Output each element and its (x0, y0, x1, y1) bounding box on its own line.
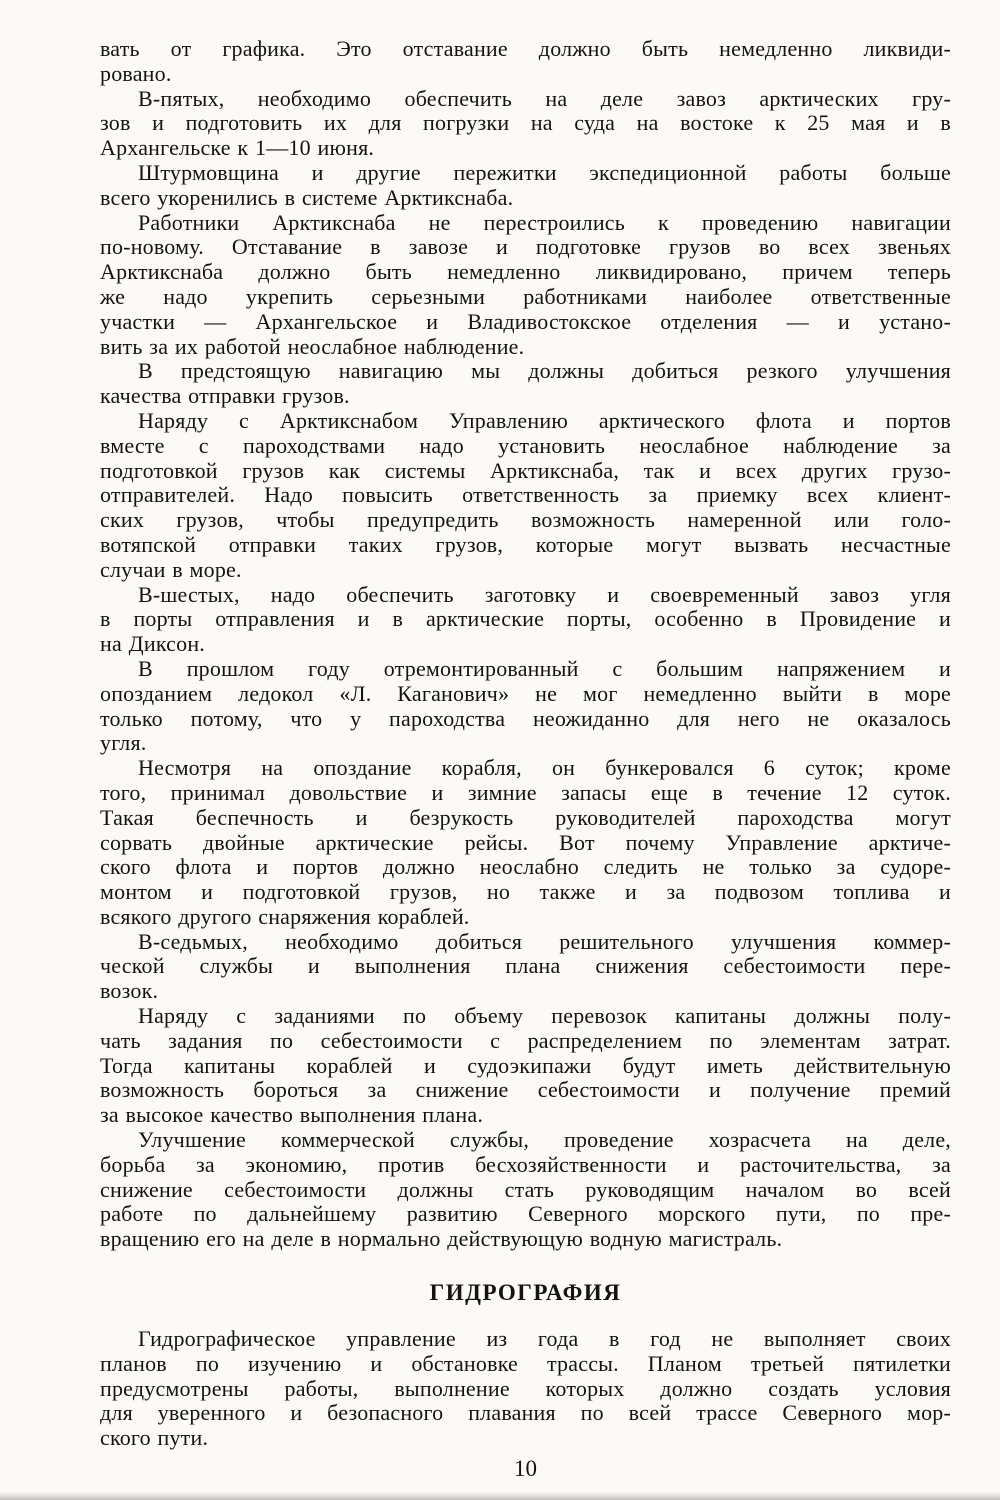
text-line: Наряду с Арктикснабом Управлению арктического флота и портов (138, 407, 951, 433)
text-line: В прошлом году отремонтированный с большим напряжением и (138, 655, 951, 681)
text-line: же надо укрепить серьезными работниками наиболее ответственные (100, 283, 951, 309)
text-line: случаи в море. (100, 556, 242, 582)
text-line: Гидрографическое управление из года в год не выполняет своих (138, 1326, 951, 1352)
text-line: участки — Архангельское и Владивостокское отделения — и устано- (100, 308, 951, 334)
text-line: возможность бороться за снижение себестоимости и получение премий (100, 1077, 951, 1103)
text-line: В-седьмых, необходимо добиться решительного улучшения коммер- (138, 928, 951, 954)
text-line: за высокое качество выполнения плана. (100, 1102, 484, 1128)
text-line: в порты отправления и в арктические порты, особенно в Провидение и (100, 606, 951, 632)
text-line: чать задания по себестоимости с распределением по элементам затрат. (100, 1027, 951, 1053)
section-heading: ГИДРОГРАФИЯ (429, 1280, 622, 1306)
text-line: монтом и подготовкой грузов, но также и за подвозом топлива и (100, 879, 951, 905)
paragraph (100, 37, 951, 87)
text-line: ского пути. (100, 1425, 209, 1451)
body-paragraphs (100, 37, 951, 1252)
text-line: подготовкой грузов как системы Арктикснаба, так и всех других грузо- (100, 457, 951, 483)
text-line: по-новому. Отставание в завозе и подготовке грузов во всех звеньях (100, 234, 951, 260)
paragraph (100, 657, 951, 756)
text-line: ских грузов, чтобы предупредить возможность намеренной или голо- (100, 507, 951, 533)
text-line: на Диксон. (100, 631, 205, 657)
text-line: возок. (100, 978, 159, 1004)
text-line: Штурмовщина и другие пережитки экспедиционной работы больше (138, 159, 951, 185)
text-line: всякого другого снаряжения кораблей. (100, 903, 470, 929)
text-line: В-пятых, необходимо обеспечить на деле завоз арктических гру- (138, 85, 951, 111)
paragraph (100, 756, 951, 930)
paragraph (100, 87, 951, 161)
text-line: опозданием ледокол «Л. Каганович» не мог немедленно выйти в море (100, 680, 951, 706)
text-line: для уверенного и безопасного плавания по всей трассе Северного мор- (100, 1400, 951, 1426)
text-line: вать от графика. Это отставание должно быть немедленно ликвиди- (100, 36, 951, 61)
text-line: вращению его на деле в нормально действующую водную магистраль. (100, 1226, 783, 1252)
text-line: Тогда капитаны кораблей и судоэкипажи будут иметь действительную (100, 1052, 951, 1078)
text-line: снижение себестоимости должны стать руководящим началом во всей (100, 1176, 951, 1202)
text-line: только потому, что у пароходства неожиданно для него не оказалось (100, 705, 951, 731)
text-line: отправителей. Надо повысить ответственность за приемку всех клиент- (100, 482, 951, 508)
paragraph (100, 583, 951, 657)
text-line: зов и подготовить их для погрузки на суда на востоке к 25 мая и в (100, 110, 951, 136)
text-line: работе по дальнейшему развитию Северного морского пути, по пре- (100, 1201, 951, 1227)
text-line: планов по изучению и обстановке трассы. Планом третьей пятилетки (100, 1350, 951, 1376)
text-line: Наряду с заданиями по объему перевозок капитаны должны полу- (138, 1003, 951, 1029)
text-line: угля. (100, 730, 147, 756)
text-line: ческой службы и выполнения плана снижения себестоимости пере- (100, 953, 951, 979)
paragraph (100, 1327, 951, 1451)
paragraph (100, 1128, 951, 1252)
text-line: Архангельске к 1—10 июня. (100, 135, 375, 161)
text-line: ского флота и портов должно неослабно следить не только за судоре- (100, 854, 951, 880)
paragraph (100, 161, 951, 211)
page-number: 10 (514, 1456, 537, 1481)
text-line: В-шестых, надо обеспечить заготовку и своевременный завоз угля (138, 581, 951, 607)
text-line: вместе с пароходствами надо установить неослабное наблюдение за (100, 432, 951, 458)
text-line: качества отправки грузов. (100, 383, 350, 409)
text-line: Работники Арктикснаба не перестроились к проведению навигации (138, 209, 951, 235)
text-line: борьба за экономию, против бесхозяйственности и расточительства, за (100, 1151, 951, 1177)
text-line: Арктикснаба должно быть немедленно ликвидировано, причем теперь (100, 259, 951, 285)
text-line: Такая беспечность и безрукость руководителей пароходства могут (100, 804, 951, 830)
paragraph (100, 409, 951, 583)
text-line: вотяпской отправки таких грузов, которые могут вызвать несчастные (100, 531, 951, 557)
text-line: Несмотря на опоздание корабля, он бункеровался 6 суток; кроме (138, 755, 951, 781)
text-line: того, принимал довольствие и зимние запасы еще в течение 12 суток. (100, 779, 951, 805)
text-line: сорвать двойные арктические рейсы. Вот почему Управление арктиче- (100, 829, 951, 855)
paragraph (100, 930, 951, 1004)
paragraph (100, 211, 951, 360)
text-line: Улучшение коммерческой службы, проведение хозрасчета на деле, (138, 1127, 951, 1153)
section-paragraphs (100, 1327, 951, 1451)
text-line: ровано. (100, 60, 172, 86)
paragraph (100, 1004, 951, 1128)
paragraph (100, 359, 951, 409)
text-line: В предстоящую навигацию мы должны добиться резкого улучшения (138, 358, 951, 384)
text-line: вить за их работой неослабное наблюдение. (100, 333, 525, 359)
text-line: всего укоренились в системе Арктикснаба. (100, 184, 514, 210)
text-line: предусмотрены работы, выполнение которых должно создать условия (100, 1375, 951, 1401)
text-column (100, 37, 951, 1451)
